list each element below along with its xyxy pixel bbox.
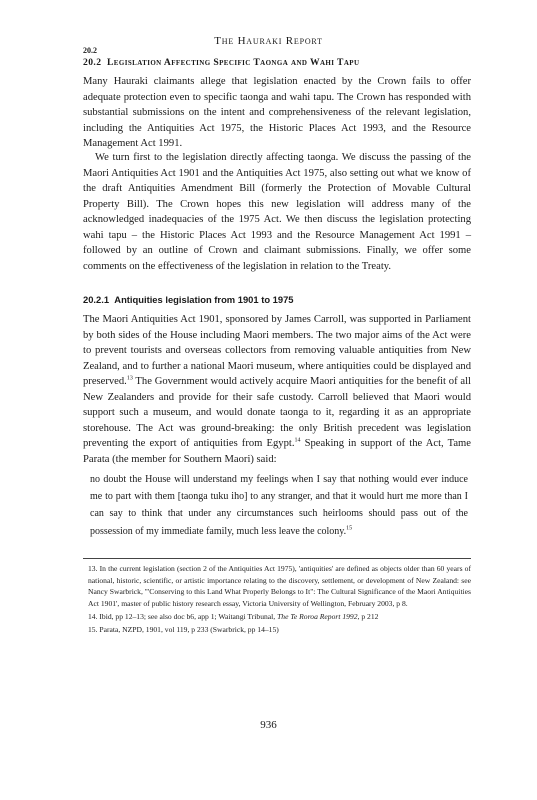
- footnote-13: 13. In the current legislation (section 2 of the Antiquities Act 1975), 'antiquities' are defined as objects older than 60 years of national, historic, scientific, or artistic importance relating to the discovery, settlement, or development of New Zealand: see Nancy Swarbrick, '"Conserving to this Land What Properly Belongs to It": The Cultural Significance of the Maori Antiquities Act 1901', master of public history research essay, Victoria University of Wellington, February 2003, p 8.: [88, 564, 471, 608]
- section-number-marker: 20.2: [83, 46, 97, 55]
- page-number: 936: [260, 719, 277, 731]
- footnote-14: [88, 611, 471, 623]
- section-number: 20.2: [83, 57, 102, 68]
- block-quote: [90, 471, 468, 540]
- running-head: The Hauraki Report: [214, 35, 323, 47]
- overview-paragraph: We turn first to the legislation directly affecting taonga. We discuss the passing of the Maori Antiquities Act 1901 and the Antiquities Act 1975, also setting out what we know of the draft Antiquities Amendment Bill (formerly the Protection of Movable Cultural Property Bill). The Crown hopes this new legislation will address many of the acknowledged inadequacies of the 1975 Act. We then discuss the legislation protecting wahi tapu – the Historic Places Act 1993 and the Resource Management Act 1991 – followed by an outline of Crown and claimant submissions. Finally, we offer some comments on the effectiveness of the legislation in relation to the Treaty.: [83, 152, 471, 272]
- section-title: Legislation Affecting Specific Taonga and Wahi Tapu: [107, 57, 360, 68]
- subsection-number: 20.2.1: [83, 294, 110, 305]
- footnote-divider: [83, 558, 471, 559]
- section-heading: [83, 57, 359, 68]
- footnote-ref-15[interactable]: 15: [346, 525, 353, 532]
- subsection-title: Antiquities legislation from 1901 to 1975: [114, 294, 294, 305]
- footnote-14-text: 14. Ibid, pp 12–13; see also doc b6, app 1; Waitangi Tribunal,: [88, 612, 278, 621]
- antiquities-text-3: Speaking in support of the Act, Tame Parata (the member for Southern Maori) said:: [83, 438, 471, 465]
- intro-paragraph: Many Hauraki claimants allege that legislation enacted by the Crown fails to offer adequate protection even to specific taonga and wahi tapu. The Crown has responded with substantial submissions on the intent and comprehensiveness of the relevant legislation, including the Antiquities Act 1975, the Historic Places Act 1993, and the Resource Management Act 1991.: [83, 76, 471, 149]
- footnote-14-title: The Te Roroa Report 1992: [277, 612, 358, 621]
- antiquities-paragraph: [83, 312, 471, 467]
- subsection-heading: [83, 294, 294, 305]
- footnote-ref-13[interactable]: 13: [126, 375, 133, 382]
- footnote-ref-14[interactable]: 14: [294, 437, 301, 444]
- footnote-14-page: , p 212: [357, 612, 379, 621]
- quote-text: no doubt the House will understand my feelings when I say that nothing would ever induce me to part with them [taonga tuku iho] to any stranger, and that it would hurt me more than I can say to think that under any circumstances such heirlooms should pass out of the possession of my immediate family, much less leave the colony.: [90, 474, 468, 537]
- antiquities-text-1: The Maori Antiquities Act 1901, sponsored by James Carroll, was supported in Parliament by both sides of the House including Maori members. The two major aims of the Act were to prevent tourists and overseas collectors from removing valuable antiquities from New Zealand, and to further a national Maori museum, where antiquities could be displayed and preserved.: [83, 314, 471, 387]
- footnote-15: 15. Parata, NZPD, 1901, vol 119, p 233 (Swarbrick, pp 14–15): [88, 625, 279, 634]
- antiquities-text-2: The Government would actively acquire Maori antiquities for the benefit of all New Zealanders and provide for their safe custody. Carroll believed that Maori would support such a museum, and would donate taonga to it, regarding it as an appropriate storehouse. The Act was ground-breaking: the only British precedent was legislation preventing the export of antiquities from Egypt.: [83, 376, 471, 449]
